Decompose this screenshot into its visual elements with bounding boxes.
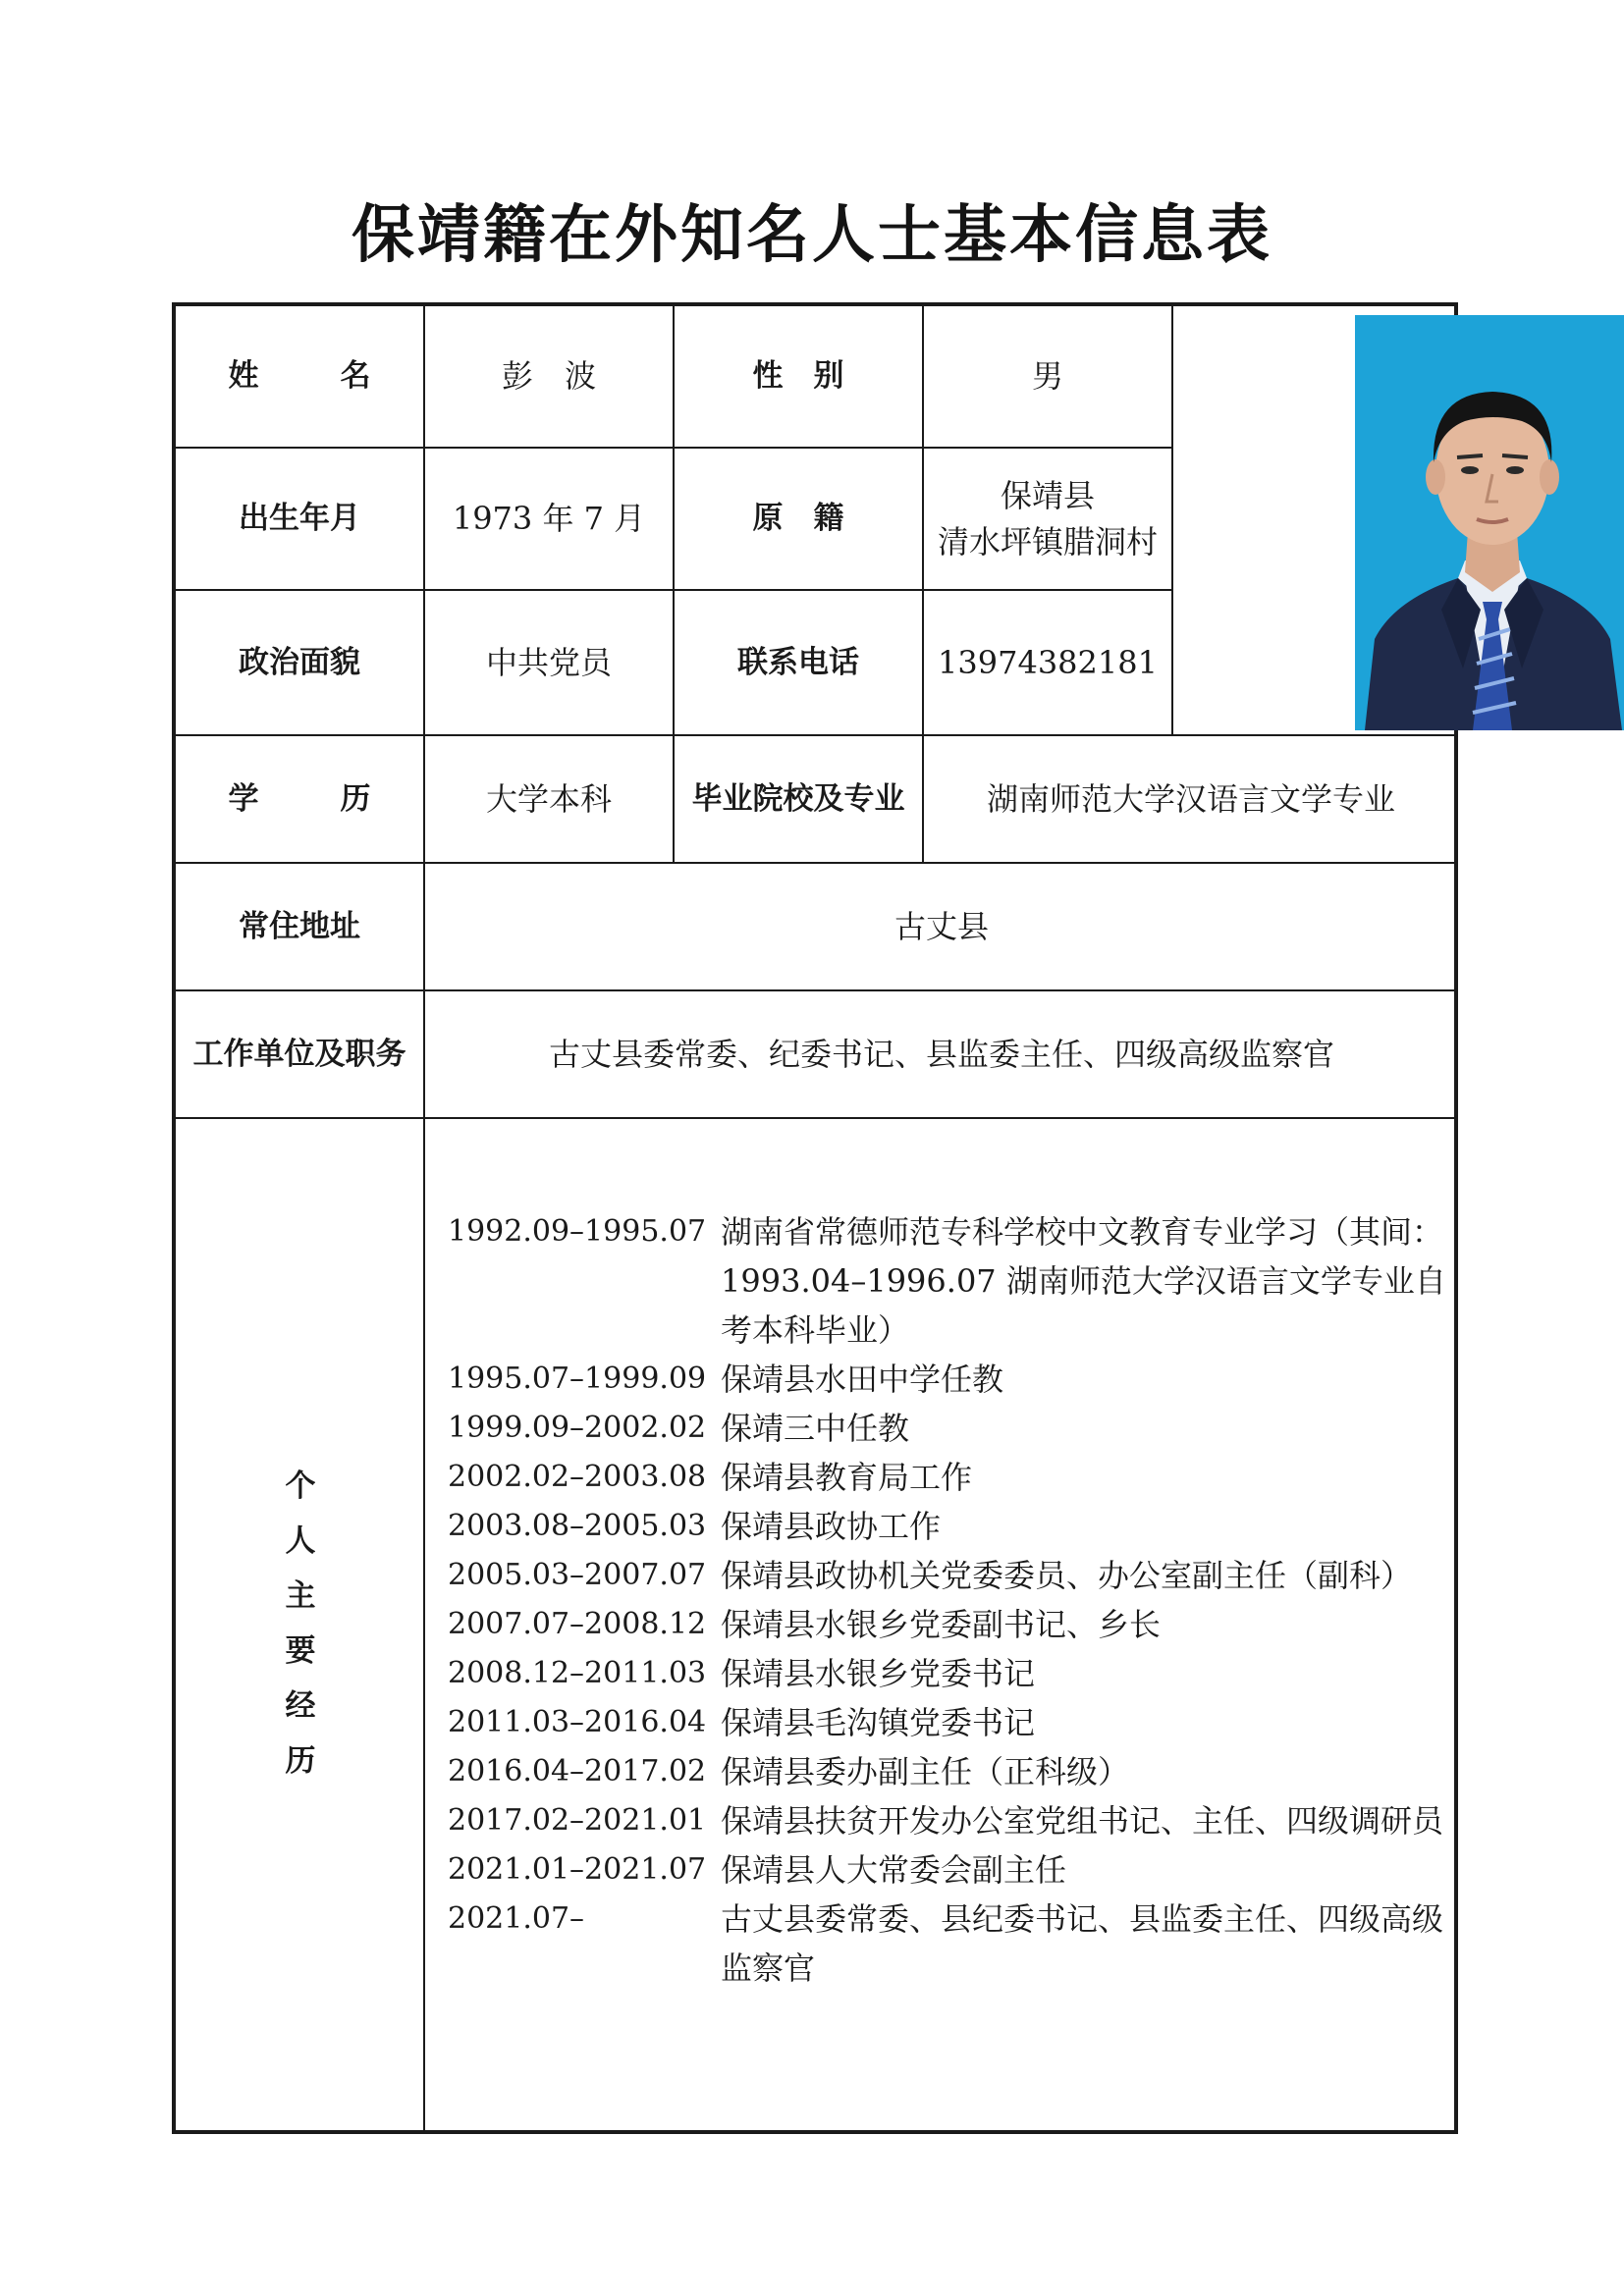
birth-value: 1973 年 7 月	[452, 500, 646, 538]
history-date: 2021.07–	[448, 1901, 585, 1936]
phone-label: 联系电话	[737, 644, 859, 680]
portrait-photo	[1355, 315, 1624, 730]
history-desc: 古丈县委常委、县纪委书记、县监委主任、四级高级监察官	[721, 1900, 1444, 1987]
history-item	[448, 1895, 1449, 1993]
history-date: 1999.09–2002.02	[448, 1411, 707, 1445]
history-date: 2003.08–2005.03	[448, 1509, 707, 1543]
address-value: 古丈县	[893, 907, 989, 945]
education-value: 大学本科	[485, 779, 612, 818]
history-item	[448, 1404, 1449, 1453]
education-label: 学 历	[228, 780, 397, 817]
gender-label: 性 别	[752, 358, 844, 395]
political-label: 政治面貌	[239, 644, 360, 680]
history-desc: 保靖县政协工作	[721, 1508, 942, 1545]
history-date: 2008.12–2011.03	[448, 1656, 707, 1690]
history-label-char: 个	[285, 1468, 316, 1504]
history-desc: 保靖县扶贫开发办公室党组书记、主任、四级调研员	[721, 1802, 1444, 1840]
name-value: 彭 波	[501, 357, 596, 396]
history-desc: 保靖三中任教	[721, 1410, 910, 1447]
history-date: 2021.01–2021.07	[448, 1852, 707, 1887]
history-desc: 保靖县委办副主任（正科级）	[721, 1753, 1130, 1790]
name-label: 姓 名	[228, 358, 397, 395]
origin-line-2: 清水坪镇腊洞村	[937, 522, 1158, 561]
history-item	[448, 1698, 1449, 1747]
history-date: 1992.09–1995.07	[448, 1214, 707, 1249]
history-item	[448, 1453, 1449, 1502]
history-item	[448, 1747, 1449, 1796]
history-date: 2017.02–2021.01	[448, 1803, 707, 1838]
history-item	[448, 1207, 1449, 1355]
history-item	[448, 1796, 1449, 1845]
origin-value	[924, 449, 1171, 589]
origin-line-1: 保靖县	[1000, 477, 1095, 515]
history-date: 1995.07–1999.09	[448, 1362, 707, 1396]
history-desc: 湖南省常德师范专科学校中文教育专业学习（其间：1993.04–1996.07 湖南师范大学汉语言文学专业自考本科毕业）	[721, 1213, 1446, 1349]
history-desc: 保靖县教育局工作	[721, 1459, 973, 1496]
portrait-illustration	[1355, 315, 1624, 730]
history-date: 2016.04–2017.02	[448, 1754, 707, 1789]
phone-value: 13974382181	[938, 643, 1158, 681]
work-value: 古丈县委常委、纪委书记、县监委主任、四级高级监察官	[548, 1035, 1334, 1073]
history-date: 2011.03–2016.04	[448, 1705, 707, 1739]
page-title: 保靖籍在外知名人士基本信息表	[352, 199, 1272, 272]
history-desc: 保靖县水银乡党委书记	[721, 1655, 1036, 1692]
history-date: 2007.07–2008.12	[448, 1607, 707, 1641]
info-table	[172, 302, 1458, 2134]
history-desc: 保靖县水田中学任教	[721, 1361, 1004, 1398]
history-desc: 保靖县政协机关党委委员、办公室副主任（副科）	[721, 1557, 1413, 1594]
history-item	[448, 1551, 1449, 1600]
history-label-char: 主	[285, 1578, 316, 1614]
history-list	[448, 1207, 1449, 1993]
history-date: 2005.03–2007.07	[448, 1558, 707, 1592]
school-value: 湖南师范大学汉语言文学专业	[986, 779, 1395, 818]
work-label: 工作单位及职务	[192, 1036, 406, 1072]
history-item	[448, 1649, 1449, 1698]
history-label-char: 经	[285, 1688, 316, 1724]
history-item	[448, 1845, 1449, 1895]
history-label-char: 人	[285, 1523, 316, 1559]
birth-label: 出生年月	[239, 501, 360, 537]
address-label: 常住地址	[239, 908, 360, 944]
history-desc: 保靖县人大常委会副主任	[721, 1851, 1067, 1889]
political-value: 中共党员	[485, 643, 612, 681]
history-item	[448, 1355, 1449, 1404]
history-label-char: 历	[285, 1743, 316, 1779]
history-label	[176, 1115, 425, 2132]
history-desc: 保靖县水银乡党委副书记、乡长	[721, 1606, 1162, 1643]
history-label-char: 要	[285, 1633, 316, 1669]
history-date: 2002.02–2003.08	[448, 1460, 707, 1494]
school-label: 毕业院校及专业	[691, 780, 905, 817]
history-item	[448, 1600, 1449, 1649]
origin-label: 原 籍	[752, 501, 844, 537]
gender-value: 男	[1031, 357, 1063, 396]
history-item	[448, 1502, 1449, 1551]
history-desc: 保靖县毛沟镇党委书记	[721, 1704, 1036, 1741]
